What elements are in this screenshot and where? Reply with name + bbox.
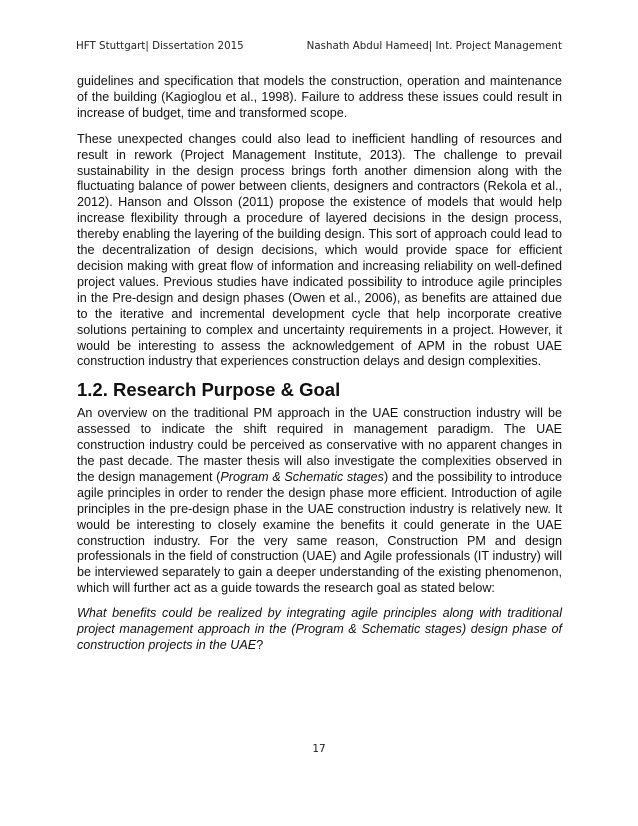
page-number: 17: [312, 743, 326, 755]
research-question: [77, 606, 562, 654]
research-question-text: What benefits could be realized by integrating agile principles along with traditional project management approach in the (Program & Schematic stages) design phase of construction projects in the UAE: [77, 606, 562, 652]
page-body: [77, 74, 562, 663]
header-right-text: Nashath Abdul Hameed| Int. Project Management: [306, 40, 562, 52]
paragraph-3-part-1: An overview on the traditional PM approach in the UAE construction industry will be assessed to indicate the shift required in management paradigm. The UAE construction industry could be perceived as conservative with no apparent changes in the past decade. The master thesis will also investigate the complexities observed in the design management (: [77, 406, 562, 484]
page-header: [76, 40, 562, 54]
paragraph-3: [77, 406, 562, 597]
paragraph-2: These unexpected changes could also lead to inefficient handling of resources and result in rework (Project Management Institute, 2013). The challenge to prevail sustainability in the design process brings forth another dimension along with the fluctuating balance of power between clients, designers and contractors (Rekola et al., 2012). Hanson and Olsson (2011) propose the existence of models that would help increase flexibility through a procedure of layered decisions in the design process, thereby enabling the layering of the building design. This sort of approach could lead to the decentralization of design decisions, which would provide space for efficient decision making with great flow of information and increasing reliability on well-defined project values. Previous studies have indicated possibility to introduce agile principles in the Pre-design and design phases (Owen et al., 2006), as benefits are attained due to the iterative and incremental development cycle that help incorporate creative solutions pertaining to complex and uncertainty requirements in a project. However, it would be interesting to assess the acknowledgement of APM in the robust UAE construction industry that experiences construction delays and design complexities.: [77, 131, 562, 369]
section-heading: 1.2. Research Purpose & Goal: [77, 379, 341, 401]
research-question-mark: ?: [256, 638, 264, 652]
paragraph-1: guidelines and specification that models the construction, operation and maintenance of the building (Kagioglou et al., 1998). Failure to address these issues could result in increase of budget, time and transformed scope.: [77, 74, 562, 120]
header-left-text: HFT Stuttgart| Dissertation 2015: [76, 40, 244, 52]
paragraph-3-italic: Program & Schematic stages: [220, 469, 384, 484]
paragraph-3-part-2: ) and the possibility to introduce agile principles in order to render the design phase more efficient. Introduction of agile principles in the pre-design phase in the UAE construction industry is relatively new. It would be interesting to closely examine the benefits it could generate in the UAE construction industry. For the very same reason, Construction PM and design professionals in the field of construction (UAE) and Agile professionals (IT industry) will be interviewed separately to gain a deeper understanding of the existing phenomenon, which will further act as a guide towards the research goal as stated below:: [77, 469, 562, 596]
